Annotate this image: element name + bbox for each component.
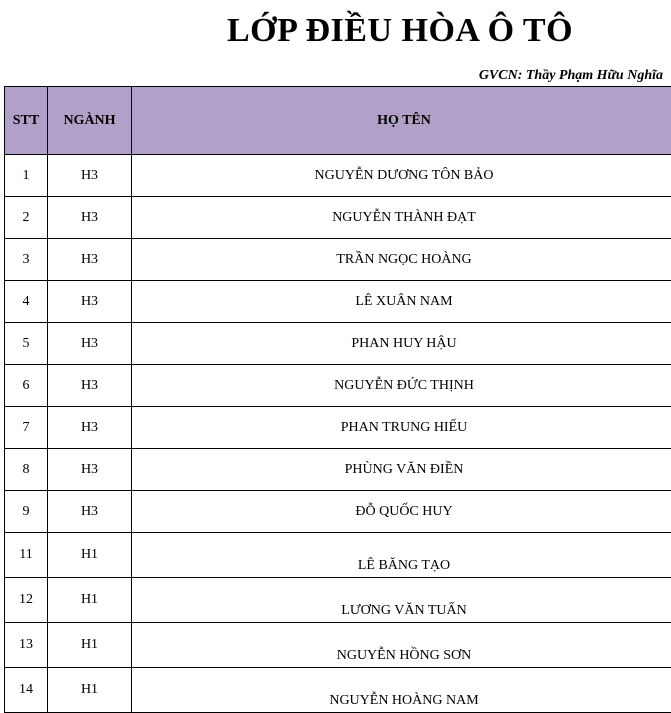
student-table <box>4 86 671 713</box>
cell-stt: 3 <box>5 239 48 281</box>
cell-stt: 1 <box>5 155 48 197</box>
cell-stt: 11 <box>5 533 48 578</box>
header-stt: STT <box>5 87 48 155</box>
cell-major: H3 <box>48 197 132 239</box>
header-name: HỌ TÊN <box>132 87 671 155</box>
cell-name: NGUYỄN DƯƠNG TÔN BẢO <box>132 155 671 197</box>
cell-major: H3 <box>48 323 132 365</box>
cell-stt: 12 <box>5 578 48 623</box>
page-title: LỚP ĐIỀU HÒA Ô TÔ <box>0 6 671 56</box>
table-row <box>5 323 671 365</box>
table-row <box>5 491 671 533</box>
table-row <box>5 365 671 407</box>
cell-major: H3 <box>48 155 132 197</box>
cell-name: LÊ XUÂN NAM <box>132 281 671 323</box>
cell-name: PHÙNG VĂN ĐIỀN <box>132 449 671 491</box>
table-row <box>5 407 671 449</box>
cell-stt: 5 <box>5 323 48 365</box>
table-row <box>5 668 671 713</box>
cell-major: H3 <box>48 407 132 449</box>
header-major: NGÀNH <box>48 87 132 155</box>
cell-name: NGUYỄN HỒNG SƠN <box>132 623 671 668</box>
cell-name: LÊ BĂNG TẠO <box>132 533 671 578</box>
cell-stt: 7 <box>5 407 48 449</box>
cell-stt: 14 <box>5 668 48 713</box>
table-row <box>5 578 671 623</box>
cell-name: LƯƠNG VĂN TUẤN <box>132 578 671 623</box>
table-row <box>5 623 671 668</box>
homeroom-teacher-label: GVCN: Thầy Phạm Hữu Nghĩa <box>479 66 663 86</box>
cell-major: H3 <box>48 281 132 323</box>
cell-major: H1 <box>48 533 132 578</box>
cell-name: NGUYỄN HOÀNG NAM <box>132 668 671 713</box>
cell-stt: 6 <box>5 365 48 407</box>
cell-name: ĐỖ QUỐC HUY <box>132 491 671 533</box>
cell-major: H3 <box>48 239 132 281</box>
table-row <box>5 155 671 197</box>
cell-major: H3 <box>48 365 132 407</box>
cell-name: NGUYỄN ĐỨC THỊNH <box>132 365 671 407</box>
cell-stt: 13 <box>5 623 48 668</box>
table-row <box>5 449 671 491</box>
cell-major: H1 <box>48 578 132 623</box>
cell-stt: 4 <box>5 281 48 323</box>
cell-name: PHAN HUY HẬU <box>132 323 671 365</box>
table-row <box>5 533 671 578</box>
cell-major: H1 <box>48 623 132 668</box>
table-header-row <box>5 87 671 155</box>
table-row <box>5 197 671 239</box>
cell-major: H1 <box>48 668 132 713</box>
cell-stt: 8 <box>5 449 48 491</box>
cell-stt: 2 <box>5 197 48 239</box>
cell-name: TRẦN NGỌC HOÀNG <box>132 239 671 281</box>
cell-stt: 9 <box>5 491 48 533</box>
cell-name: NGUYỄN THÀNH ĐẠT <box>132 197 671 239</box>
cell-name: PHAN TRUNG HIẾU <box>132 407 671 449</box>
cell-major: H3 <box>48 449 132 491</box>
cell-major: H3 <box>48 491 132 533</box>
table-row <box>5 239 671 281</box>
table-row <box>5 281 671 323</box>
